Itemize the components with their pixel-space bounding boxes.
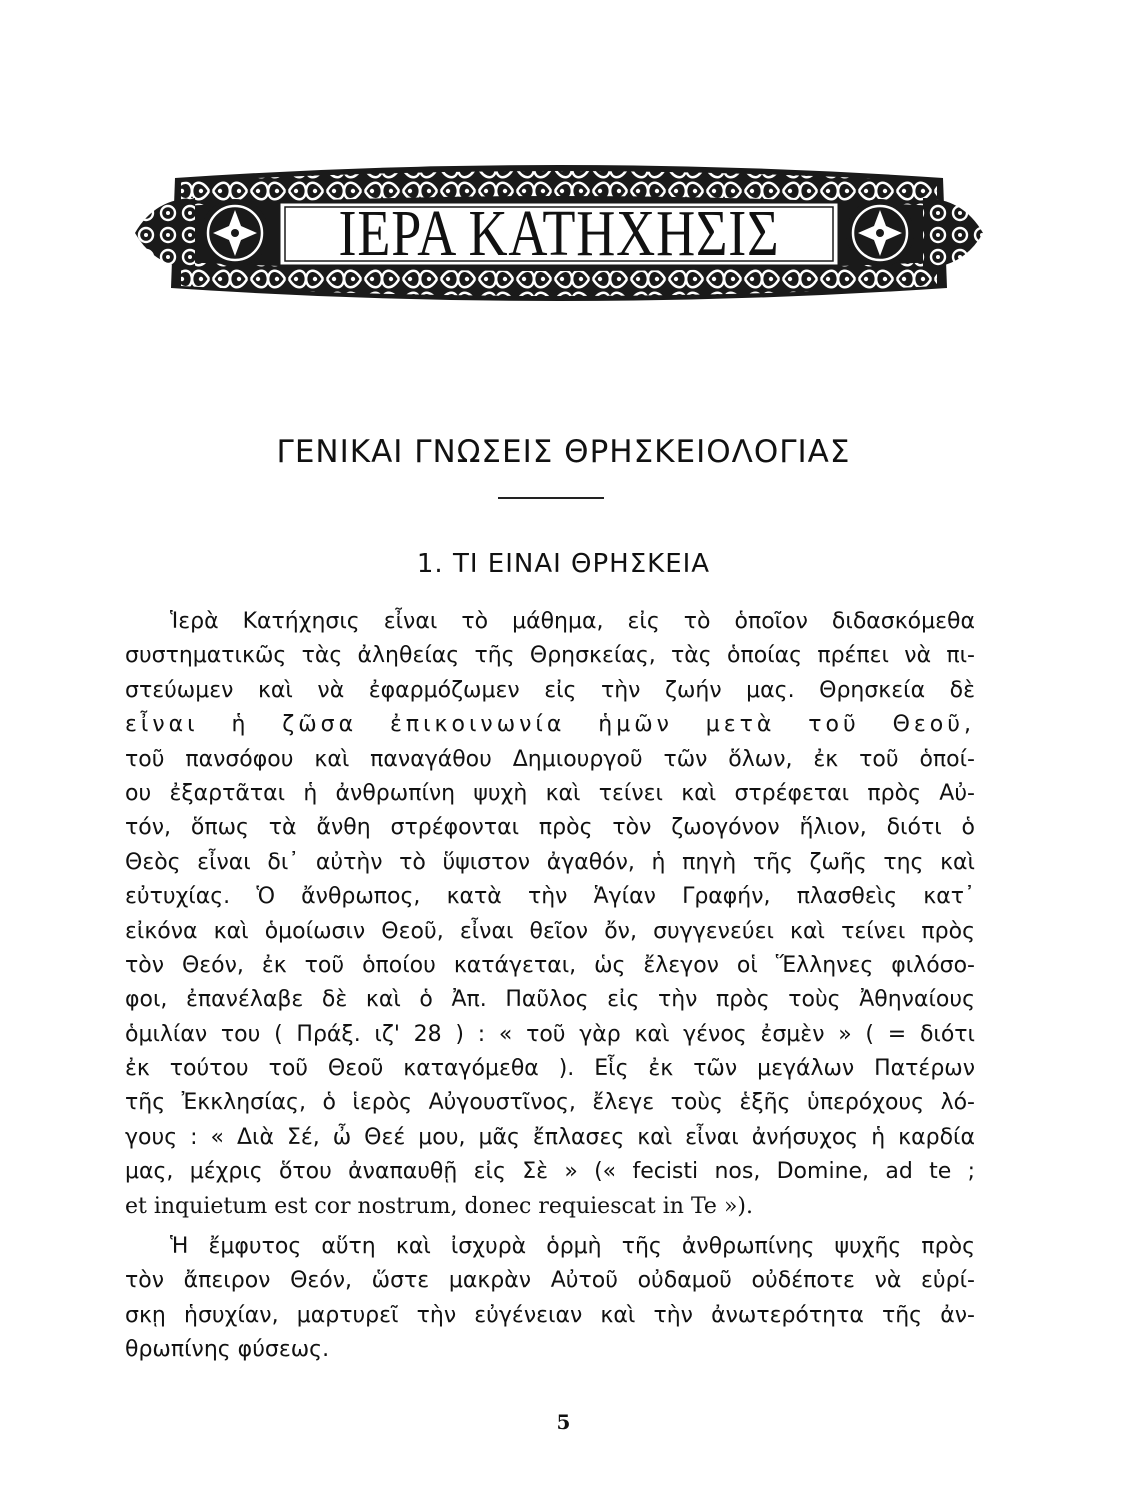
- text-line: τῆς Ἐκκλησίας, ὁ ἱερὸς Αὐγουστῖνος, ἔλεγε τοὺς ἑξῆς ὑπερόχους λό-: [125, 1090, 975, 1116]
- text-line: ὁμιλίαν του ( Πράξ. ιζ' 28 ) : « τοῦ γὰρ καὶ γένος ἐσμὲν » ( = διότι: [125, 1021, 975, 1047]
- page-number: 5: [556, 1410, 571, 1434]
- chapter-heading: 1. ΤΙ ΕΙΝΑΙ ΘΡΗΣΚΕΙΑ: [416, 549, 711, 579]
- text-line: τὸν ἄπειρον Θεόν, ὥστε μακρὰν Αὐτοῦ οὐδαμοῦ οὐδέποτε νὰ εὑρί-: [125, 1268, 975, 1294]
- text-line: Ἱερὰ Κατήχησις εἶναι τὸ μάθημα, εἰς τὸ ὁποῖον διδασκόμεθα: [170, 609, 975, 634]
- text-line: στεύωμεν καὶ νὰ ἐφαρμόζωμεν εἰς τὴν ζωήν μας. Θρησκεία δὲ: [125, 677, 975, 703]
- text-line: ου ἐξαρτᾶται ἡ ἀνθρωπίνη ψυχὴ καὶ τείνει καὶ στρέφεται πρὸς Αὐ-: [125, 780, 975, 806]
- text-line: σκῃ ἡσυχίαν, μαρτυρεῖ τὴν εὐγένειαν καὶ τὴν ἀνωτερότητα τῆς ἀν-: [125, 1302, 975, 1328]
- text-line: γους : « Διὰ Σέ, ὦ Θεέ μου, μᾶς ἔπλασες καὶ εἶναι ἀνήσυχος ἡ καρδία: [125, 1124, 975, 1150]
- paragraph: [125, 605, 975, 1224]
- text-line: τόν, ὅπως τὰ ἄνθη στρέφονται πρὸς τὸν ζωογόνον ἥλιον, διότι ὁ: [125, 815, 975, 841]
- text-line: ἐκ τούτου τοῦ Θεοῦ καταγόμεθα ). Εἷς ἐκ τῶν μεγάλων Πατέρων: [125, 1056, 975, 1082]
- text-line: Θεὸς εἶναι δι᾿ αὐτὴν τὸ ὕψιστον ἀγαθόν, ἡ πηγὴ τῆς ζωῆς της καὶ: [125, 849, 975, 875]
- text-line: τὸν Θεόν, ἐκ τοῦ ὁποίου κατάγεται, ὡς ἔλεγον οἱ Ἕλληνες φιλόσο-: [125, 952, 975, 978]
- heading-divider: [498, 497, 604, 499]
- ornamental-title-banner: [135, 158, 983, 308]
- paragraph: [125, 1230, 975, 1368]
- text-line: θρωπίνης φύσεως.: [125, 1337, 330, 1363]
- section-heading: ΓΕΝΙΚΑΙ ΓΝΩΣΕΙΣ ΘΡΗΣΚΕΙΟΛΟΓΙΑΣ: [276, 434, 851, 470]
- banner-title: ΙΕΡΑ ΚΑΤΗΧΗΣΙΣ: [338, 197, 780, 270]
- text-line: Ἡ ἔμφυτος αὕτη καὶ ἰσχυρὰ ὁρμὴ τῆς ἀνθρωπίνης ψυχῆς πρὸς: [170, 1234, 975, 1260]
- text-line: μας, μέχρις ὅτου ἀναπαυθῇ εἰς Σὲ » (« fecisti nos, Domine, ad te ;: [125, 1159, 975, 1185]
- text-line: et inquietum est cor nostrum, donec requiescat in Te »).: [125, 1193, 753, 1219]
- text-line: εὐτυχίας. Ὁ ἄνθρωπος, κατὰ τὴν Ἁγίαν Γραφήν, πλασθεὶς κατ᾿: [125, 884, 975, 910]
- body-text: [125, 605, 975, 1368]
- text-line: εἰκόνα καὶ ὁμοίωσιν Θεοῦ, εἶναι θεῖον ὄν, συγγενεύει καὶ τείνει πρὸς: [125, 918, 975, 944]
- text-line: φοι, ἐπανέλαβε δὲ καὶ ὁ Ἀπ. Παῦλος εἰς τὴν πρὸς τοὺς Ἀθηναίους: [125, 987, 975, 1013]
- text-line: εἶναι ἡ ζῶσα ἐπικοινωνία ἡμῶν μετὰ τοῦ Θεοῦ,: [125, 712, 975, 738]
- text-line: τοῦ πανσόφου καὶ παναγάθου Δημιουργοῦ τῶν ὅλων, ἐκ τοῦ ὁποί-: [125, 746, 975, 772]
- text-line: συστηματικῶς τὰς ἀληθείας τῆς Θρησκείας, τὰς ὁποίας πρέπει νὰ πι-: [125, 643, 975, 669]
